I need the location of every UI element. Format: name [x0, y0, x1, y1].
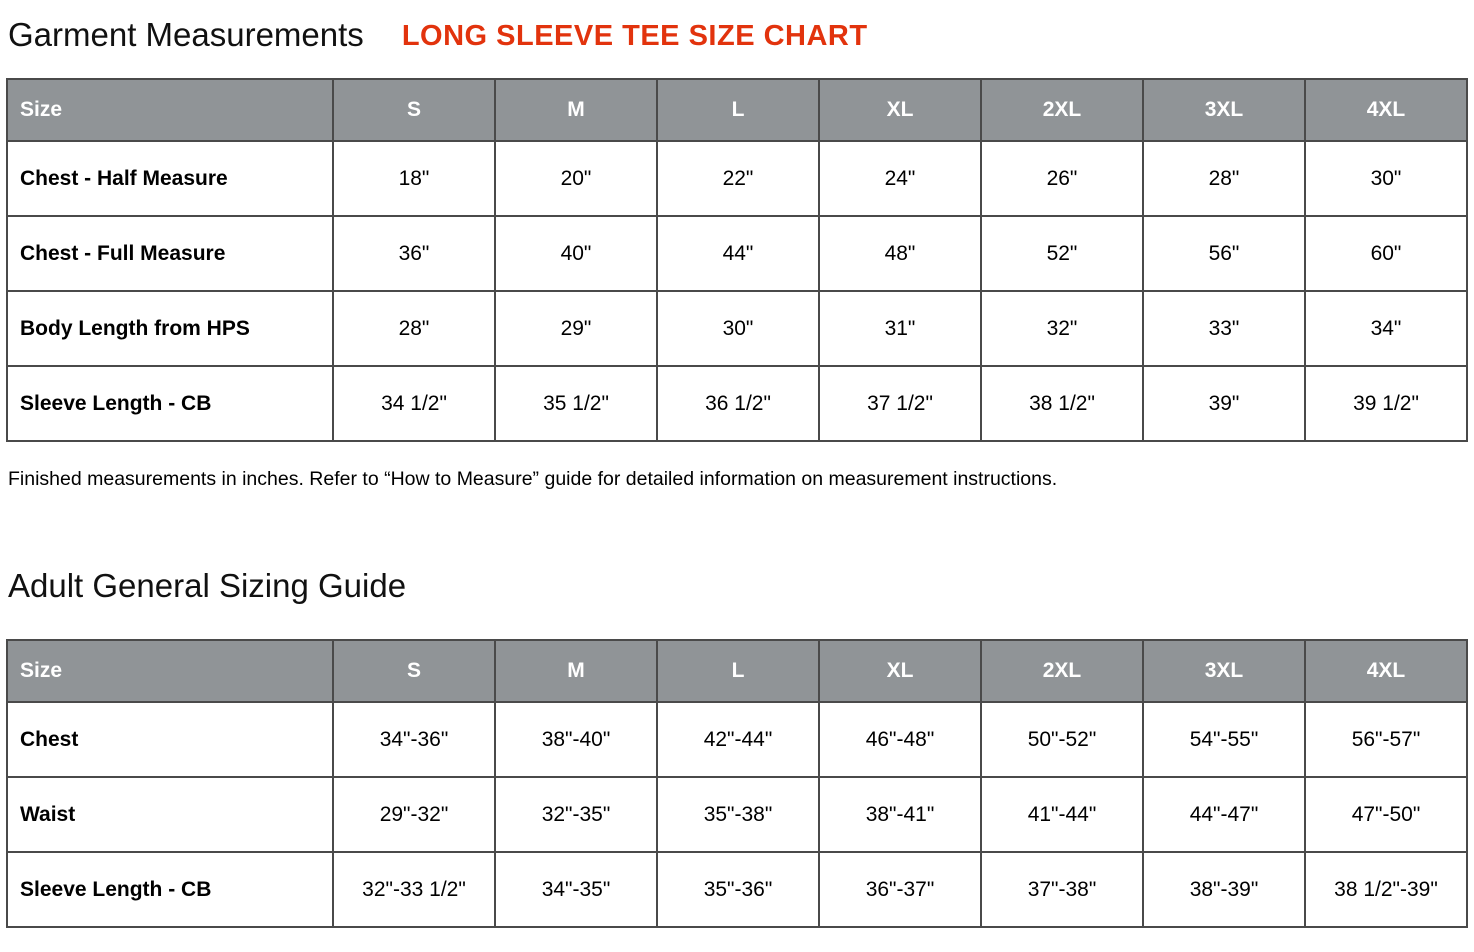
garment-measurements-table — [6, 78, 1468, 442]
measurement-note: Finished measurements in inches. Refer to “How to Measure” guide for detailed information on measurement instructions. — [8, 468, 1058, 490]
measurement-cell: 39 1/2" — [1305, 366, 1467, 441]
header-row — [7, 640, 1467, 702]
measurement-cell: 20" — [495, 141, 657, 216]
measurement-cell: 42"-44" — [657, 702, 819, 777]
measurement-cell: 41"-44" — [981, 777, 1143, 852]
measurement-cell: 50"-52" — [981, 702, 1143, 777]
header-row — [7, 79, 1467, 141]
row-label: Chest - Half Measure — [7, 141, 333, 216]
table-row — [7, 702, 1467, 777]
measurement-cell: 29" — [495, 291, 657, 366]
measurement-cell: 38"-40" — [495, 702, 657, 777]
measurement-cell: 38"-39" — [1143, 852, 1305, 927]
measurement-cell: 26" — [981, 141, 1143, 216]
row-label: Chest — [7, 702, 333, 777]
row-label: Sleeve Length - CB — [7, 366, 333, 441]
row-label: Sleeve Length - CB — [7, 852, 333, 927]
measurement-cell: 52" — [981, 216, 1143, 291]
size-column-header: 2XL — [981, 640, 1143, 702]
size-column-header: L — [657, 79, 819, 141]
measurement-cell: 38 1/2"-39" — [1305, 852, 1467, 927]
table-row — [7, 777, 1467, 852]
measurement-cell: 44" — [657, 216, 819, 291]
measurement-cell: 37"-38" — [981, 852, 1143, 927]
size-column-header: 4XL — [1305, 79, 1467, 141]
size-label-header: Size — [7, 640, 333, 702]
measurement-cell: 56"-57" — [1305, 702, 1467, 777]
measurement-cell: 37 1/2" — [819, 366, 981, 441]
table-row — [7, 291, 1467, 366]
measurement-cell: 35"-38" — [657, 777, 819, 852]
measurement-cell: 34 1/2" — [333, 366, 495, 441]
measurement-cell: 32"-33 1/2" — [333, 852, 495, 927]
measurement-cell: 34" — [1305, 291, 1467, 366]
measurement-cell: 46"-48" — [819, 702, 981, 777]
row-label: Body Length from HPS — [7, 291, 333, 366]
measurement-cell: 18" — [333, 141, 495, 216]
measurement-cell: 28" — [333, 291, 495, 366]
measurement-cell: 39" — [1143, 366, 1305, 441]
measurement-cell: 29"-32" — [333, 777, 495, 852]
size-column-header: L — [657, 640, 819, 702]
size-column-header: 3XL — [1143, 79, 1305, 141]
table-row — [7, 852, 1467, 927]
adult-sizing-guide-table — [6, 639, 1468, 928]
measurement-cell: 24" — [819, 141, 981, 216]
size-column-header: M — [495, 640, 657, 702]
size-column-header: M — [495, 79, 657, 141]
size-column-header: S — [333, 79, 495, 141]
measurement-cell: 34"-35" — [495, 852, 657, 927]
measurement-cell: 22" — [657, 141, 819, 216]
measurement-cell: 31" — [819, 291, 981, 366]
measurement-cell: 35"-36" — [657, 852, 819, 927]
measurement-cell: 36"-37" — [819, 852, 981, 927]
measurement-cell: 36" — [333, 216, 495, 291]
measurement-cell: 32" — [981, 291, 1143, 366]
size-label-header: Size — [7, 79, 333, 141]
size-column-header: 4XL — [1305, 640, 1467, 702]
table-row — [7, 141, 1467, 216]
table-row — [7, 366, 1467, 441]
measurement-cell: 54"-55" — [1143, 702, 1305, 777]
measurement-cell: 48" — [819, 216, 981, 291]
size-column-header: XL — [819, 79, 981, 141]
size-column-header: XL — [819, 640, 981, 702]
measurement-cell: 32"-35" — [495, 777, 657, 852]
measurement-cell: 33" — [1143, 291, 1305, 366]
measurement-cell: 35 1/2" — [495, 366, 657, 441]
measurement-cell: 30" — [1305, 141, 1467, 216]
size-column-header: 2XL — [981, 79, 1143, 141]
titlebar — [8, 16, 1468, 54]
chart-subtitle: LONG SLEEVE TEE SIZE CHART — [401, 20, 868, 52]
measurement-cell: 56" — [1143, 216, 1305, 291]
row-label: Chest - Full Measure — [7, 216, 333, 291]
section-title-sizing-guide: Adult General Sizing Guide — [8, 567, 407, 604]
measurement-cell: 36 1/2" — [657, 366, 819, 441]
row-label: Waist — [7, 777, 333, 852]
measurement-cell: 44"-47" — [1143, 777, 1305, 852]
measurement-cell: 30" — [657, 291, 819, 366]
table-row — [7, 216, 1467, 291]
measurement-cell: 34"-36" — [333, 702, 495, 777]
size-column-header: S — [333, 640, 495, 702]
measurement-cell: 60" — [1305, 216, 1467, 291]
measurement-cell: 47"-50" — [1305, 777, 1467, 852]
measurement-cell: 38"-41" — [819, 777, 981, 852]
page-title: Garment Measurements — [8, 16, 364, 53]
measurement-cell: 28" — [1143, 141, 1305, 216]
measurement-cell: 40" — [495, 216, 657, 291]
size-column-header: 3XL — [1143, 640, 1305, 702]
measurement-cell: 38 1/2" — [981, 366, 1143, 441]
